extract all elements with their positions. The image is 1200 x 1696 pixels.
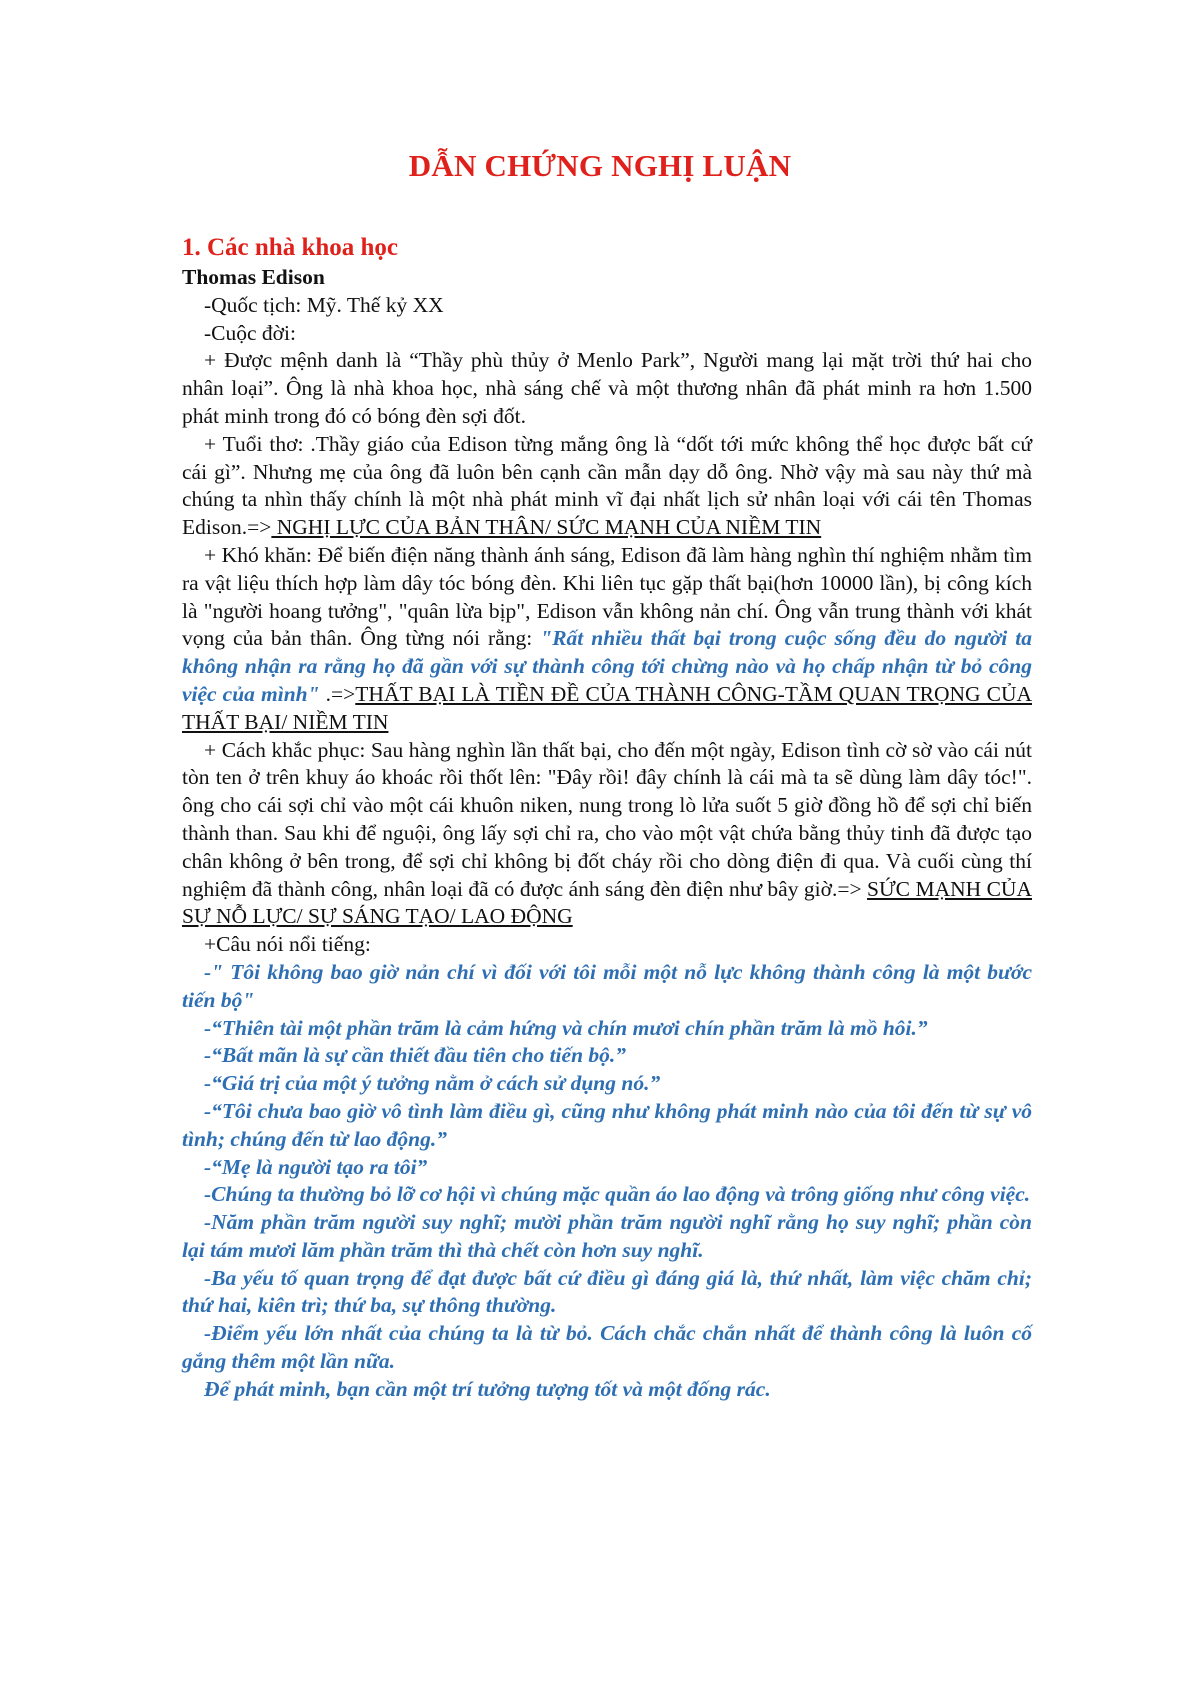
difficulty-quote: "Rất nhiều thất bại trong cuộc sống đều do người ta không nhận ra rằng họ đã gần với sự thành công tới chừng nào và họ chấp nhận từ bỏ công việc của mình": [182, 626, 1032, 706]
quote-item: -“Bất mãn là sự cần thiết đầu tiên cho tiến bộ.”: [204, 1043, 627, 1068]
quote-item: -Điểm yếu lớn nhất của chúng ta là từ bỏ. Cách chắc chắn nhất để thành công là luôn cố gắng thêm một lần nữa.: [182, 1321, 1032, 1374]
quote-item: -“Mẹ là người tạo ra tôi”: [204, 1154, 428, 1179]
document-title: DẪN CHỨNG NGHỊ LUẬN: [408, 148, 792, 183]
solution-text: + Cách khắc phục: Sau hàng nghìn lần thất bại, cho đến một ngày, Edison tình cờ sờ vào cái nút tòn ten ở trên khuy áo khoác rồi thốt lên: "Đây rồi! đây chính là cái mà ta sẽ dùng làm dây tóc!". ông cho cái sợi chỉ vào một cái khuôn niken, nung trong lò lửa suốt 5 giờ đồng hồ để sợi chỉ biến thành than. Sau khi để nguội, ông lấy sợi chỉ ra, cho vào một vật chứa bằng thủy tinh đã được tạo chân không ở bên trong, để sợi chỉ không bị đốt cháy rồi cho dòng điện đi qua. Và cuối cùng thí nghiệm đã thành công, nhân loại đã có được ánh sáng đèn điện như bây giờ.=>: [182, 737, 1032, 901]
quote-item: -Ba yếu tố quan trọng để đạt được bất cứ điều gì đáng giá là, thứ nhất, làm việc chăm chỉ; thứ hai, kiên trì; thứ ba, sự thông thường.: [182, 1265, 1032, 1318]
difficulty-arrow: .=>: [319, 681, 356, 706]
quote-item: -" Tôi không bao giờ nản chí vì đối với tôi mỗi một nỗ lực không thành công là một bước tiến bộ": [182, 959, 1032, 1012]
quote-item: -“Thiên tài một phần trăm là cảm hứng và chín mươi chín phần trăm là mồ hôi.”: [204, 1015, 928, 1040]
paragraph-nickname: + Được mệnh danh là “Thầy phù thủy ở Menlo Park”, Người mang lại mặt trời thứ hai cho nhân loại”. Ông là nhà khoa học, nhà sáng chế và một thương nhân đã phát minh ra hơn 1.500 phát minh trong đó có bóng đèn sợi đốt.: [182, 348, 1032, 428]
quote-item: -“Tôi chưa bao giờ vô tình làm điều gì, cũng như không phát minh nào của tôi đến từ sự vô tình; chúng đến từ lao động.”: [182, 1098, 1032, 1151]
paragraph-solution: [182, 737, 1032, 932]
life-label: -Cuộc đời:: [204, 320, 296, 345]
childhood-conclusion: NGHỊ LỰC CỦA BẢN THÂN/ SỨC MẠNH CỦA NIỀM TIN: [271, 515, 822, 540]
person-name: Thomas Edison: [182, 265, 325, 289]
quote-item: -Năm phần trăm người suy nghĩ; mười phần trăm người nghĩ rằng họ suy nghĩ; phần còn lại tám mươi lăm phần trăm thì thà chết còn hơn suy nghĩ.: [182, 1210, 1032, 1262]
childhood-text: + Tuổi thơ: .Thầy giáo của Edison từng mắng ông là “dốt tới mức không thể học được bất cứ cái gì”. Nhưng mẹ của ông đã luôn bên cạnh cần mẫn dạy dỗ ông. Nhờ vậy mà sau này thứ mà chúng ta nhìn thấy chính là một nhà phát minh vĩ đại nhất lịch sử nhân loại với cái tên Thomas Edison.=>: [182, 431, 1032, 540]
paragraph-difficulty: [182, 542, 1032, 737]
famous-quotes-label: +Câu nói nổi tiếng:: [204, 932, 371, 957]
section-heading: 1. Các nhà khoa học: [182, 234, 399, 261]
difficulty-conclusion: THẤT BẠI LÀ TIỀN ĐỀ CỦA THÀNH CÔNG-TẦM QUAN TRỌNG CỦA THẤT BẠI/ NIỀM TIN: [182, 681, 1032, 734]
solution-conclusion: SỨC MẠNH CỦA SỰ NỖ LỰC/ SỰ SÁNG TẠO/ LAO ĐỘNG: [182, 876, 1032, 929]
paragraph-childhood: [182, 431, 1032, 542]
difficulty-text: + Khó khăn: Để biến điện năng thành ánh sáng, Edison đã làm hàng nghìn thí nghiệm nhằm tìm ra vật liệu thích hợp làm dây tóc bóng đèn. Khi liên tục gặp thất bại(hơn 10000 lần), bị công kích là "người hoang tưởng", "quân lừa bịp", Edison vẫn không nản chí. Ông vẫn trung thành với khát vọng của bản thân. Ông từng nói rằng:: [182, 542, 1032, 651]
document-body: [182, 232, 1032, 1404]
nationality-line: -Quốc tịch: Mỹ. Thế kỷ XX: [204, 292, 444, 317]
quote-item: -Chúng ta thường bỏ lỡ cơ hội vì chúng mặc quần áo lao động và trông giống như công việc.: [204, 1182, 1031, 1207]
quote-item: Để phát minh, bạn cần một trí tưởng tượng tốt và một đống rác.: [204, 1376, 771, 1401]
quote-item: -“Giá trị của một ý tưởng nằm ở cách sử dụng nó.”: [204, 1071, 661, 1096]
